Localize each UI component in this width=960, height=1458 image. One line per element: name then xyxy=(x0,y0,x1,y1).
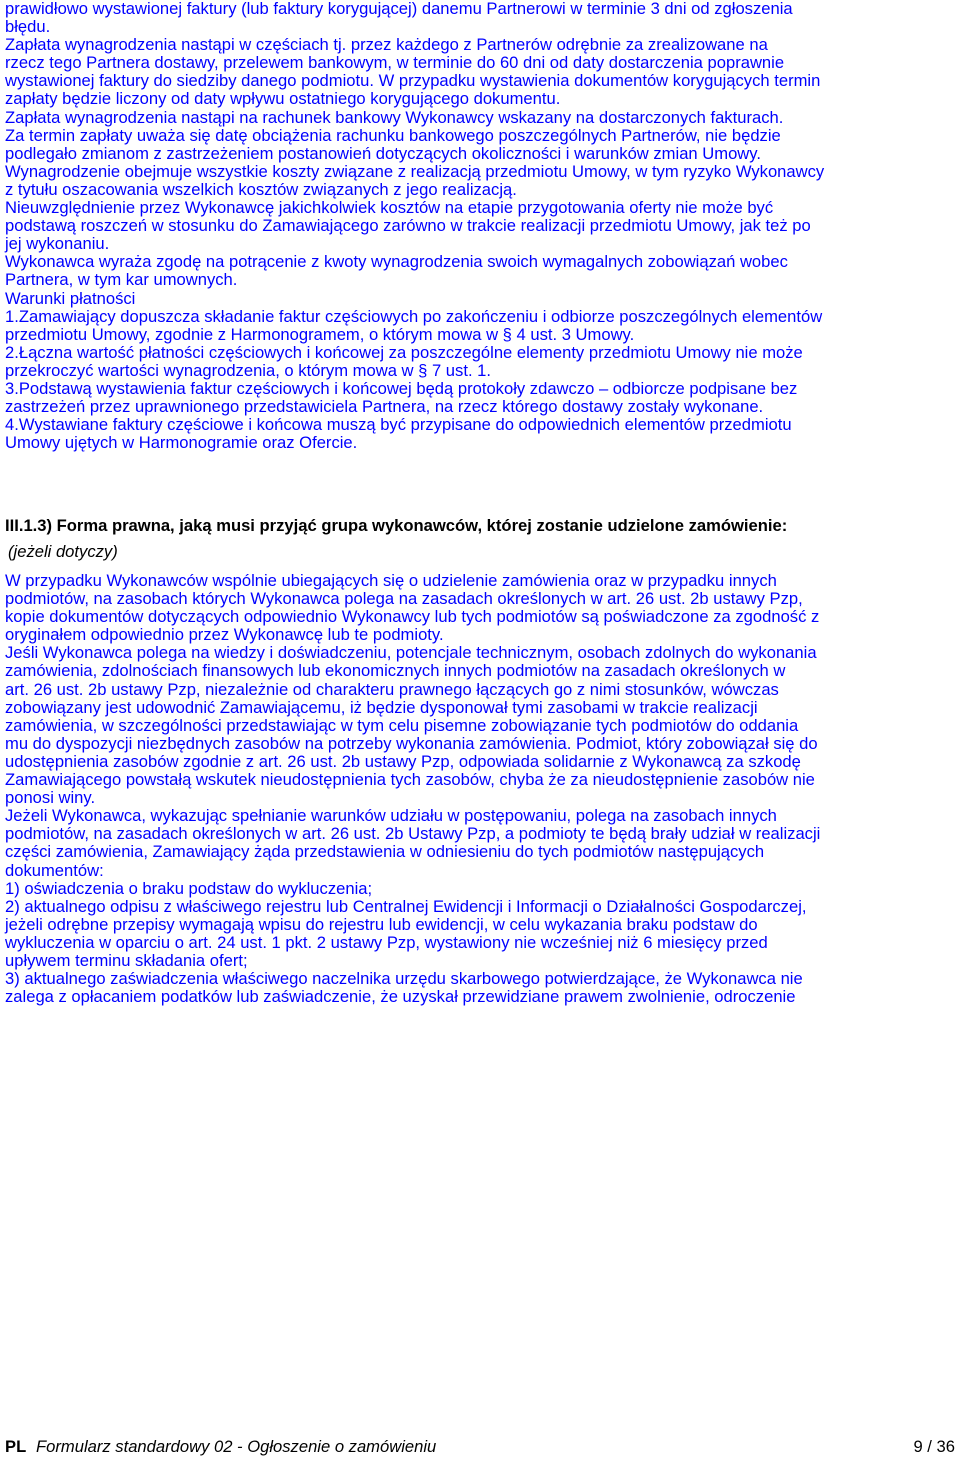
text-line: 3) aktualnego zaświadczenia właściwego naczelnika urzędu skarbowego potwierdzające, że Wykonawca nie xyxy=(5,969,803,989)
text-line: zamówienia, zdolnościach finansowych lub ekonomicznych innych podmiotów na zasadach określonych w xyxy=(5,661,786,681)
text-line: zamówienia, w szczególności przedstawiając w tym celu pisemne zobowiązanie tych podmiotów do oddania xyxy=(5,715,799,735)
text-line: z tytułu oszacowania wszelkich kosztów związanych z jego realizacją. xyxy=(5,179,517,199)
text-line: kopie dokumentów dotyczących odpowiednio Wykonawcy lub tych podmiotów są poświadczone za zgodność z xyxy=(5,607,820,627)
text-line: zalega z opłacaniem podatków lub zaświadczenie, że uzyskał przewidziane prawem zwolnienie, odroczenie xyxy=(5,987,796,1007)
text-line: W przypadku Wykonawców wspólnie ubiegających się o udzielenie zamówienia oraz w przypadku innych xyxy=(5,571,777,590)
text-line: rzecz tego Partnera dostawy, przelewem bankowym, w terminie do 60 dni od daty dostarczenia poprawnie xyxy=(5,53,785,73)
text-line: wykluczenia w oparciu o art. 24 ust. 1 pkt. 2 ustawy Pzp, wystawiony nie wcześniej niż 6 miesięcy przed xyxy=(5,932,768,952)
text-line: oryginałem odpowiednio przez Wykonawcę lub te podmioty. xyxy=(5,625,444,645)
text-line: jej wykonaniu. xyxy=(5,234,110,254)
text-line: 1.Zamawiający dopuszcza składanie faktur częściowych po zakończeniu i odbiorze poszczególnych elementów xyxy=(5,306,823,326)
text-line: Umowy ujętych w Harmonogramie oraz Ofercie. xyxy=(5,433,358,453)
text-line: Zapłata wynagrodzenia nastąpi w częściach tj. przez każdego z Partnerów odrębnie za zrealizowane na xyxy=(5,35,768,55)
text-line: mu do dyspozycji niezbędnych zasobów na potrzeby wykonania zamówienia. Podmiot, który zobowiązał się do xyxy=(5,733,818,753)
section-subheading: (jeżeli dotyczy) xyxy=(8,542,118,561)
text-line: 1) oświadczenia o braku podstaw do wykluczenia; xyxy=(5,878,373,898)
text-line: przedmiotu Umowy, zgodnie z Harmonogramem, o którym mowa w § 4 ust. 3 Umowy. xyxy=(5,324,635,344)
text-line: Partnera, w tym kar umownych. xyxy=(5,270,238,290)
text-line: Jeśli Wykonawca polega na wiedzy i doświadczeniu, potencjale technicznym, osobach zdolnych do wykonania xyxy=(5,643,817,663)
text-line: Wynagrodzenie obejmuje wszystkie koszty związane z realizacją przedmiotu Umowy, w tym ryzyko Wykonawcy xyxy=(5,161,825,181)
text-line: Zapłata wynagrodzenia nastąpi na rachunek bankowy Wykonawcy wskazany na dostarczonych fakturach. xyxy=(5,107,784,127)
text-line: 3.Podstawą wystawienia faktur częściowych i końcowej będą protokoły zdawczo – odbiorcze podpisane bez xyxy=(5,378,798,398)
text-line: Wykonawca wyraża zgodę na potrącenie z kwoty wynagrodzenia swoich wymagalnych zobowiązań wobec xyxy=(5,252,788,272)
text-line: wystawionej faktury do siedziby danego podmiotu. W przypadku wystawienia dokumentów korygujących termin xyxy=(5,71,821,91)
text-line: 4.Wystawiane faktury częściowe i końcowa muszą być przypisane do odpowiednich elementów przedmiotu xyxy=(5,415,792,435)
payment-conditions-heading: Warunki płatności xyxy=(5,288,136,308)
text-line: zobowiązany jest udowodnić Zamawiającemu, iż będzie dysponował tymi zasobami w trakcie realizacji xyxy=(5,697,758,717)
language-code: PL xyxy=(5,1437,27,1456)
text-line: upływem terminu składania ofert; xyxy=(5,950,248,970)
text-line: części zamówienia, Zamawiający żąda przedstawienia w odniesieniu do tych podmiotów następujących xyxy=(5,842,765,862)
text-line: dokumentów: xyxy=(5,860,104,880)
text-line: przekroczyć wartości wynagrodzenia, o którym mowa w § 7 ust. 1. xyxy=(5,360,492,380)
text-line: Nieuwzględnienie przez Wykonawcę jakichkolwiek kosztów na etapie przygotowania oferty nie może być xyxy=(5,198,774,218)
text-line: podmiotów, na zasadach określonych w art. 26 ust. 2b Ustawy Pzp, a podmioty te będą brały udział w realizacji xyxy=(5,824,821,844)
text-line: Za termin zapłaty uważa się datę obciążenia rachunku bankowego poszczególnych Partnerów, nie będzie xyxy=(5,125,781,145)
text-line: 2) aktualnego odpisu z właściwego rejestru lub Centralnej Ewidencji i Informacji o Działalności Gospodarczej, xyxy=(5,896,807,916)
page-footer xyxy=(5,1437,955,1457)
text-line: zastrzeżeń przez uprawnionego przedstawiciela Partnera, na rzecz którego dostawy zostały wykonane. xyxy=(5,397,764,417)
section-heading: III.1.3) Forma prawna, jaką musi przyjąć grupa wykonawców, której zostanie udzielone zamówienie: xyxy=(5,516,788,535)
legal-form-block xyxy=(5,572,955,1006)
text-line: błędu. xyxy=(5,17,51,37)
text-line: jeżeli odrębne przepisy wymagają wpisu do rejestru lub ewidencji, w celu wykazania braku podstaw do xyxy=(5,914,758,934)
text-line: podlegało zmianom z zastrzeżeniem postanowień dotyczących okoliczności i warunków zmian Umowy. xyxy=(5,143,761,163)
text-line: podmiotów, na zasobach których Wykonawca polega na zasadach określonych w art. 26 ust. 2b ustawy Pzp, xyxy=(5,589,803,609)
text-line: art. 26 ust. 2b ustawy Pzp, niezależnie od charakteru prawnego łączących go z nimi stosunków, wówczas xyxy=(5,679,779,699)
text-line: 2.Łączna wartość płatności częściowych i końcowej za poszczególne elementy przedmiotu Umowy nie może xyxy=(5,342,803,362)
text-line: Zamawiającego powstałą wskutek nieudostępnienia tych zasobów, chyba że za nieudostępnienie zasobów nie xyxy=(5,770,815,790)
form-title: Formularz standardowy 02 - Ogłoszenie o zamówieniu xyxy=(36,1437,437,1456)
page-number: 9 / 36 xyxy=(913,1437,955,1456)
payment-terms-block xyxy=(5,0,955,452)
text-line: podstawą roszczeń w stosunku do Zamawiającego zarówno w trakcie realizacji przedmiotu Umowy, jak też po xyxy=(5,216,811,236)
text-line: udostępnienia zasobów zgodnie z art. 26 ust. 2b ustawy Pzp, odpowiada solidarnie z Wykonawcą za szkodę xyxy=(5,751,801,771)
text-line: prawidłowo wystawionej faktury (lub faktury korygującej) danemu Partnerowi w terminie 3 dni od zgłoszenia xyxy=(5,0,793,18)
text-line: Jeżeli Wykonawca, wykazując spełnianie warunków udziału w postępowaniu, polega na zasobach innych xyxy=(5,806,777,826)
text-line: ponosi winy. xyxy=(5,788,96,808)
text-line: zapłaty będzie liczony od daty wpływu ostatniego korygującego dokumentu. xyxy=(5,89,561,109)
